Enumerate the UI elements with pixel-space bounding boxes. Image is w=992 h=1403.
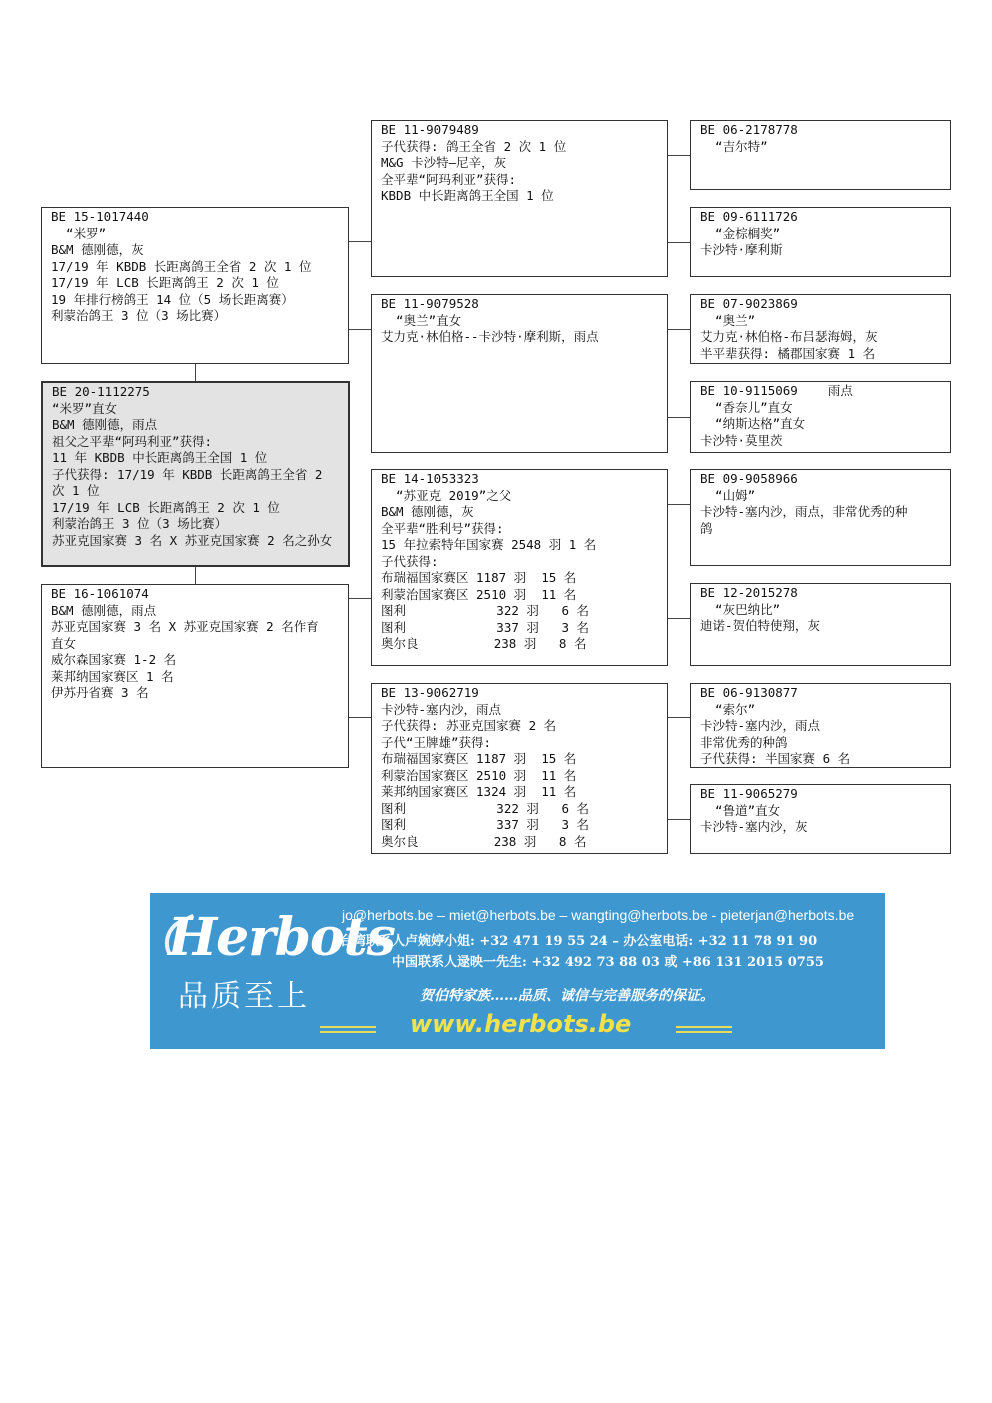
pedigree-text-line: 11 年 KBDB 中长距离鸽王全国 1 位: [52, 450, 268, 465]
pedigree-text-line: 子代获得:: [381, 553, 439, 569]
pedigree-text-line: BE 11-9079489: [381, 122, 479, 137]
great-grandparent-box-1: [690, 120, 951, 190]
pedigree-text-line: 17/19 年 LCB 长距离鸽王 2 次 1 位: [52, 499, 280, 515]
pedigree-text-line: BE 13-9062719: [381, 685, 479, 700]
pedigree-text-line: “米罗”直女: [52, 400, 118, 416]
great-grandparent-box-7: [690, 683, 951, 768]
pedigree-text-line: 直女: [51, 635, 77, 651]
pedigree-text-line: “纳斯达格”直女: [700, 416, 806, 431]
connector-line: [668, 329, 690, 330]
connector-line: [195, 364, 196, 381]
pedigree-text-line: 祖父之平辈“阿玛利亚”获得:: [52, 433, 213, 449]
connector-line: [668, 717, 690, 718]
pedigree-text-line: BE 12-2015278: [700, 585, 798, 600]
pedigree-text-line: 卡沙特-塞内沙，雨点，非常优秀的种: [700, 504, 908, 519]
sire-dam-box: [371, 294, 668, 453]
pedigree-text-line: 鸽: [700, 520, 713, 536]
pedigree-text-line: 图利 337 羽 3 名: [381, 817, 590, 832]
connector-line: [668, 618, 690, 619]
great-grandparent-box-4: [690, 381, 951, 453]
pedigree-text-line: 卡沙特·莫里茨: [700, 432, 783, 448]
pedigree-text-line: KBDB 中长距离鸽王全国 1 位: [381, 188, 554, 203]
pedigree-text-line: 利蒙治鸽王 3 位（3 场比赛）: [52, 516, 228, 531]
pedigree-text-line: 利蒙治国家赛区 2510 羽 11 名: [381, 767, 577, 783]
pedigree-text-line: BE 11-9065279: [700, 786, 798, 801]
connector-line: [668, 155, 690, 156]
pedigree-text-line: 利蒙治鸽王 3 位（3 场比赛）: [51, 308, 227, 323]
herbots-banner: [150, 893, 885, 1049]
pedigree-text-line: B&M 德刚德，灰: [381, 504, 474, 519]
pedigree-text-line: BE 06-9130877: [700, 685, 798, 700]
pedigree-text-line: BE 20-1112275: [52, 384, 150, 399]
pedigree-text-line: “金棕榈奖”: [700, 225, 781, 241]
pedigree-text-line: BE 07-9023869: [700, 296, 798, 311]
pedigree-text-line: B&M 德刚德，灰: [51, 242, 144, 257]
pedigree-text-line: BE 09-6111726: [700, 209, 798, 224]
website-link[interactable]: www.herbots.be: [410, 1010, 632, 1038]
sire-box: [41, 207, 349, 364]
pedigree-text-line: 威尔森国家赛 1-2 名: [51, 652, 177, 667]
connector-line: [349, 717, 371, 718]
pedigree-text-line: “奥兰”: [700, 312, 756, 328]
pedigree-text-line: 全平辈“胜利号”获得:: [381, 520, 504, 536]
pedigree-text-line: 子代获得: 17/19 年 KBDB 长距离鸽王全省 2 次 1 位: [52, 466, 330, 498]
pedigree-text-line: 19 年排行榜鸽王 14 位（5 场长距离赛）: [51, 291, 294, 307]
pedigree-text-line: “香奈儿”直女: [700, 399, 793, 415]
banner-emails[interactable]: jo@herbots.be – miet@herbots.be – wangting@herbots.be - pieterjan@herbots.be: [342, 907, 855, 923]
pedigree-text-line: 子代“王牌雄”获得:: [381, 734, 492, 750]
contact-taiwan: 台湾联系人卢婉婷小姐: +32 471 19 55 24 – 办公室电话: +32 11 78 91 90: [340, 934, 818, 949]
pedigree-text-line: B&M 德刚德，雨点: [52, 417, 158, 432]
pedigree-text-line: “奥兰”直女: [381, 312, 462, 328]
pedigree-text-line: 奥尔良 238 羽 8 名: [381, 833, 587, 849]
connector-line: [668, 819, 690, 820]
pedigree-text-line: 图利 322 羽 6 名: [381, 603, 590, 618]
pedigree-text-line: 全平辈“阿玛利亚”获得:: [381, 171, 517, 187]
decorative-dash-right: [676, 1026, 732, 1028]
pedigree-text-line: 卡沙特-塞内沙，灰: [700, 819, 808, 834]
pedigree-text-line: “吉尔特”: [700, 138, 768, 154]
decorative-dash-left: [320, 1026, 376, 1028]
pedigree-text-line: 17/19 年 LCB 长距离鸽王 2 次 1 位: [51, 275, 279, 290]
pedigree-text-line: “米罗”: [51, 225, 107, 241]
connector-line: [668, 417, 690, 418]
pedigree-text-line: 卡沙特·摩利斯: [700, 242, 783, 257]
pedigree-text-line: 子代获得: 苏亚克国家赛 2 名: [381, 718, 557, 733]
pedigree-text-line: 艾力克·林伯格--卡沙特·摩利斯，雨点: [381, 329, 599, 344]
pedigree-text-line: 图利 337 羽 3 名: [381, 619, 590, 635]
connector-line: [349, 598, 371, 599]
connector-line: [668, 504, 690, 505]
pedigree-text-line: 非常优秀的种鸽: [700, 734, 788, 750]
pedigree-text-line: 莱邦纳国家赛区 1 名: [51, 668, 174, 684]
pedigree-text-line: 卡沙特-塞内沙，雨点: [700, 718, 821, 733]
subject-box: [41, 381, 350, 567]
contact-china: 中国联系人逯映一先生: +32 492 73 88 03 或 +86 131 2015 0755: [392, 955, 824, 970]
banner-slogan: 品质至上: [178, 979, 310, 1014]
pedigree-text-line: “苏亚克 2019”之父: [381, 487, 512, 503]
pedigree-text-line: “索尔”: [700, 701, 756, 717]
dam-box: [41, 584, 349, 768]
pedigree-text-line: 苏亚克国家赛 3 名 X 苏亚克国家赛 2 名之孙女: [52, 532, 333, 548]
connector-line: [195, 567, 196, 584]
pedigree-text-line: BE 10-9115069 雨点: [700, 383, 853, 398]
pedigree-text-line: 图利 322 羽 6 名: [381, 800, 590, 816]
great-grandparent-box-8: [690, 784, 951, 854]
banner-tagline: 贺伯特家族……品质、诚信与完善服务的保证。: [420, 988, 714, 1004]
great-grandparent-box-5: [690, 469, 951, 566]
pedigree-text-line: 子代获得: 鸽王全省 2 次 1 位: [381, 138, 567, 154]
pedigree-text-line: “灰巴纳比”: [700, 601, 781, 617]
connector-line: [668, 242, 690, 243]
pedigree-text-line: BE 09-9058966: [700, 471, 798, 486]
pedigree-text-line: 布瑞福国家赛区 1187 羽 15 名: [381, 751, 577, 766]
pedigree-text-line: 苏亚克国家赛 3 名 X 苏亚克国家赛 2 名作育: [51, 619, 319, 634]
decorative-dash-left: [320, 1031, 376, 1033]
pedigree-text-line: BE 06-2178778: [700, 122, 798, 137]
pedigree-text-line: 利蒙治国家赛区 2510 羽 11 名: [381, 586, 577, 602]
pedigree-text-line: BE 16-1061074: [51, 586, 149, 601]
pedigree-text-line: 半平辈获得: 橘郡国家赛 1 名: [700, 345, 876, 361]
dam-dam-box: [371, 683, 668, 854]
great-grandparent-box-2: [690, 207, 951, 277]
pedigree-text-line: “鲁道”直女: [700, 802, 781, 818]
pedigree-text-line: 布瑞福国家赛区 1187 羽 15 名: [381, 570, 577, 585]
pedigree-text-line: 莱邦纳国家赛区 1324 羽 11 名: [381, 784, 577, 799]
pedigree-text-line: BE 15-1017440: [51, 209, 149, 224]
pedigree-text-line: 15 年拉索特年国家赛 2548 羽 1 名: [381, 537, 597, 552]
pedigree-text-line: 奥尔良 238 羽 8 名: [381, 636, 587, 651]
dam-sire-box: [371, 469, 668, 666]
pedigree-text-line: BE 14-1053323: [381, 471, 479, 486]
pedigree-text-line: BE 11-9079528: [381, 296, 479, 311]
pedigree-text-line: 子代获得: 半国家赛 6 名: [700, 751, 851, 766]
connector-line: [349, 241, 371, 242]
pedigree-text-line: “山姆”: [700, 487, 756, 503]
pedigree-text-line: 艾力克·林伯格-布吕瑟海姆，灰: [700, 329, 878, 344]
herbots-logo: Herbots: [168, 907, 395, 968]
connector-line: [349, 329, 371, 330]
decorative-dash-right: [676, 1031, 732, 1033]
great-grandparent-box-6: [690, 583, 951, 666]
pedigree-text-line: M&G 卡沙特—尼辛，灰: [381, 155, 507, 170]
pedigree-text-line: B&M 德刚德，雨点: [51, 602, 157, 618]
pedigree-text-line: 卡沙特-塞内沙，雨点: [381, 701, 502, 717]
sire-sire-box: [371, 120, 668, 277]
pedigree-text-line: 17/19 年 KBDB 长距离鸽王全省 2 次 1 位: [51, 258, 312, 274]
pedigree-text-line: 伊苏丹省赛 3 名: [51, 685, 149, 700]
great-grandparent-box-3: [690, 294, 951, 364]
pedigree-text-line: 迪诺-贺伯特使翔，灰: [700, 618, 821, 633]
